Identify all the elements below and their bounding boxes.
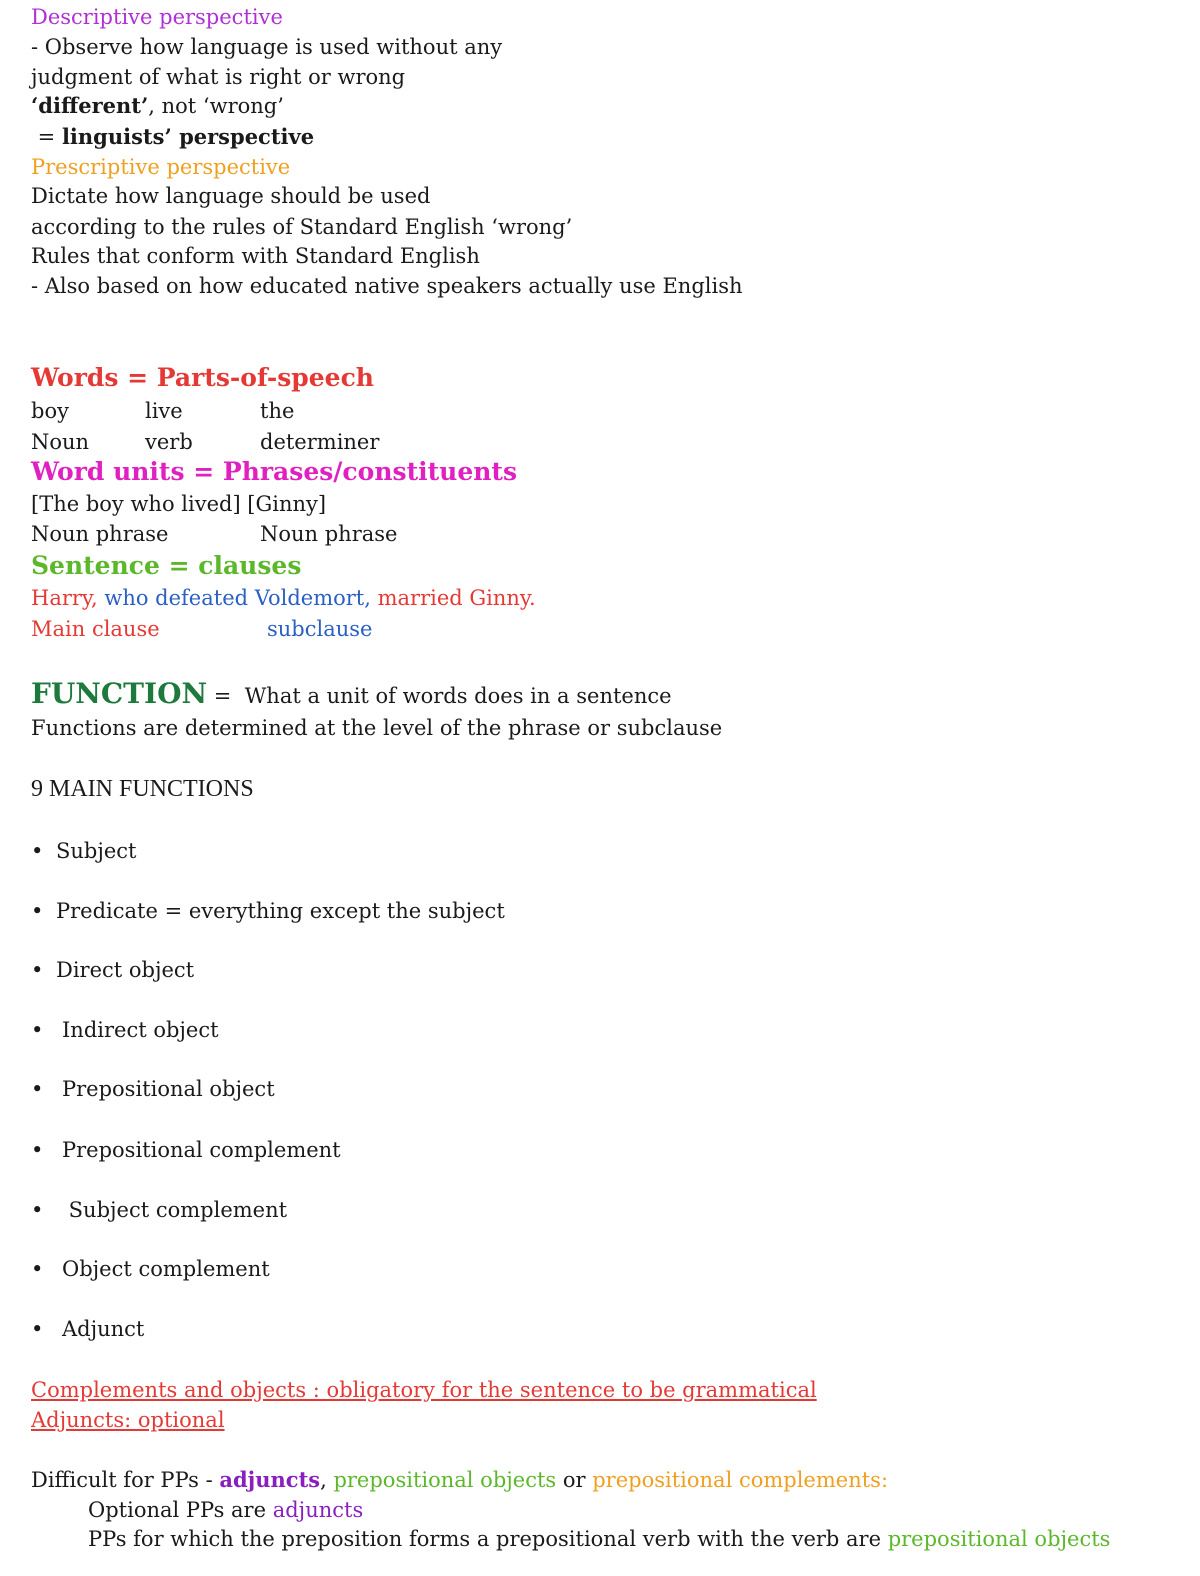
- function-item-direct-object: Direct object: [56, 958, 195, 982]
- descriptive-line-4: [31, 124, 314, 150]
- function-item-predicate: Predicate = everything except the subject: [56, 899, 505, 923]
- words-labels-row: [31, 429, 631, 455]
- sentence-labels-row: [31, 616, 631, 642]
- descriptive-line-2: judgment of what is right or wrong: [31, 65, 406, 89]
- optional-pps-line: [88, 1497, 363, 1523]
- adjuncts-note: Adjuncts: optional: [31, 1408, 225, 1432]
- difficult-intro: Difficult for PPs -: [31, 1468, 220, 1492]
- function-definition: = What a unit of words does in a sentence: [207, 684, 672, 708]
- function-item-object-complement: Object complement: [62, 1257, 270, 1281]
- prescriptive-line-3: Rules that conform with Standard English: [31, 244, 480, 268]
- word-units-heading: Word units = Phrases/constituents: [31, 457, 518, 486]
- descriptive-line-1: - Observe how language is used without any: [31, 35, 503, 59]
- main-clause-label: Main clause: [31, 617, 160, 641]
- complements-objects-note: Complements and objects : obligatory for the sentence to be grammatical: [31, 1378, 817, 1402]
- prepositional-complements-term: prepositional complements:: [592, 1468, 889, 1492]
- noun-phrase-label-2: Noun phrase: [260, 522, 398, 546]
- adjuncts-term: adjuncts: [219, 1467, 321, 1492]
- prepositional-verb-line: [88, 1526, 1110, 1552]
- bullet-icon: •: [31, 839, 44, 863]
- subclause-text: who defeated Voldemort,: [97, 586, 371, 610]
- adjuncts-term-2: adjuncts: [272, 1498, 364, 1522]
- bullet-icon: •: [31, 958, 44, 982]
- noun-phrase-label-1: Noun phrase: [31, 522, 169, 546]
- prescriptive-line-1: Dictate how language should be used: [31, 184, 431, 208]
- bullet-icon: •: [31, 1198, 44, 1222]
- main-clause-subject: Harry,: [31, 586, 98, 610]
- comma-separator: ,: [320, 1468, 334, 1492]
- prescriptive-line-4: - Also based on how educated native speakers actually use English: [31, 274, 743, 298]
- bullet-icon: •: [31, 899, 44, 923]
- function-item-prepositional-complement: Prepositional complement: [62, 1138, 341, 1162]
- function-heading: FUNCTION: [31, 677, 208, 710]
- prescriptive-line-2: according to the rules of Standard English ‘wrong’: [31, 215, 573, 239]
- descriptive-heading: Descriptive perspective: [31, 5, 283, 29]
- bullet-icon: •: [31, 1138, 44, 1162]
- optional-pps-text: Optional PPs are: [88, 1498, 273, 1522]
- equals-sign: =: [31, 125, 62, 149]
- word-example-boy: boy: [31, 399, 69, 423]
- word-example-the: the: [260, 399, 295, 423]
- function-item-indirect-object: Indirect object: [62, 1018, 219, 1042]
- subclause-label: subclause: [267, 617, 373, 641]
- function-item-prepositional-object: Prepositional object: [62, 1077, 275, 1101]
- function-item-subject-complement: Subject complement: [62, 1198, 288, 1222]
- bullet-icon: •: [31, 1077, 44, 1101]
- different-term: ‘different’: [31, 93, 149, 118]
- not-wrong-text: , not ‘wrong’: [148, 94, 284, 118]
- word-label-determiner: determiner: [260, 430, 380, 454]
- main-functions-heading: 9 MAIN FUNCTIONS: [31, 776, 254, 802]
- descriptive-line-3: [31, 93, 284, 119]
- function-item-adjunct: Adjunct: [62, 1317, 145, 1341]
- sentence-example: [31, 585, 536, 611]
- main-clause-predicate: married Ginny.: [370, 586, 536, 610]
- function-line-2: Functions are determined at the level of the phrase or subclause: [31, 716, 723, 740]
- bullet-icon: •: [31, 1257, 44, 1281]
- difficult-line: [31, 1467, 888, 1493]
- linguists-perspective: linguists’ perspective: [61, 124, 315, 149]
- word-label-noun: Noun: [31, 430, 90, 454]
- prescriptive-heading: Prescriptive perspective: [31, 155, 291, 179]
- word-example-live: live: [145, 399, 183, 423]
- word-label-verb: verb: [145, 430, 193, 454]
- word-units-labels-row: [31, 521, 631, 547]
- sentence-heading: Sentence = clauses: [31, 551, 302, 580]
- or-separator: or: [556, 1468, 593, 1492]
- bullet-icon: •: [31, 1317, 44, 1341]
- words-heading: Words = Parts-of-speech: [31, 363, 374, 392]
- word-units-example: [The boy who lived] [Ginny]: [31, 492, 327, 516]
- words-examples-row: [31, 398, 631, 424]
- function-line: [31, 676, 672, 714]
- function-item-subject: Subject: [56, 839, 137, 863]
- prepositional-objects-term-2: prepositional objects: [887, 1527, 1111, 1551]
- bullet-icon: •: [31, 1018, 44, 1042]
- prepositional-objects-term: prepositional objects: [333, 1468, 557, 1492]
- prepositional-verb-text: PPs for which the preposition forms a prepositional verb with the verb are: [88, 1527, 888, 1551]
